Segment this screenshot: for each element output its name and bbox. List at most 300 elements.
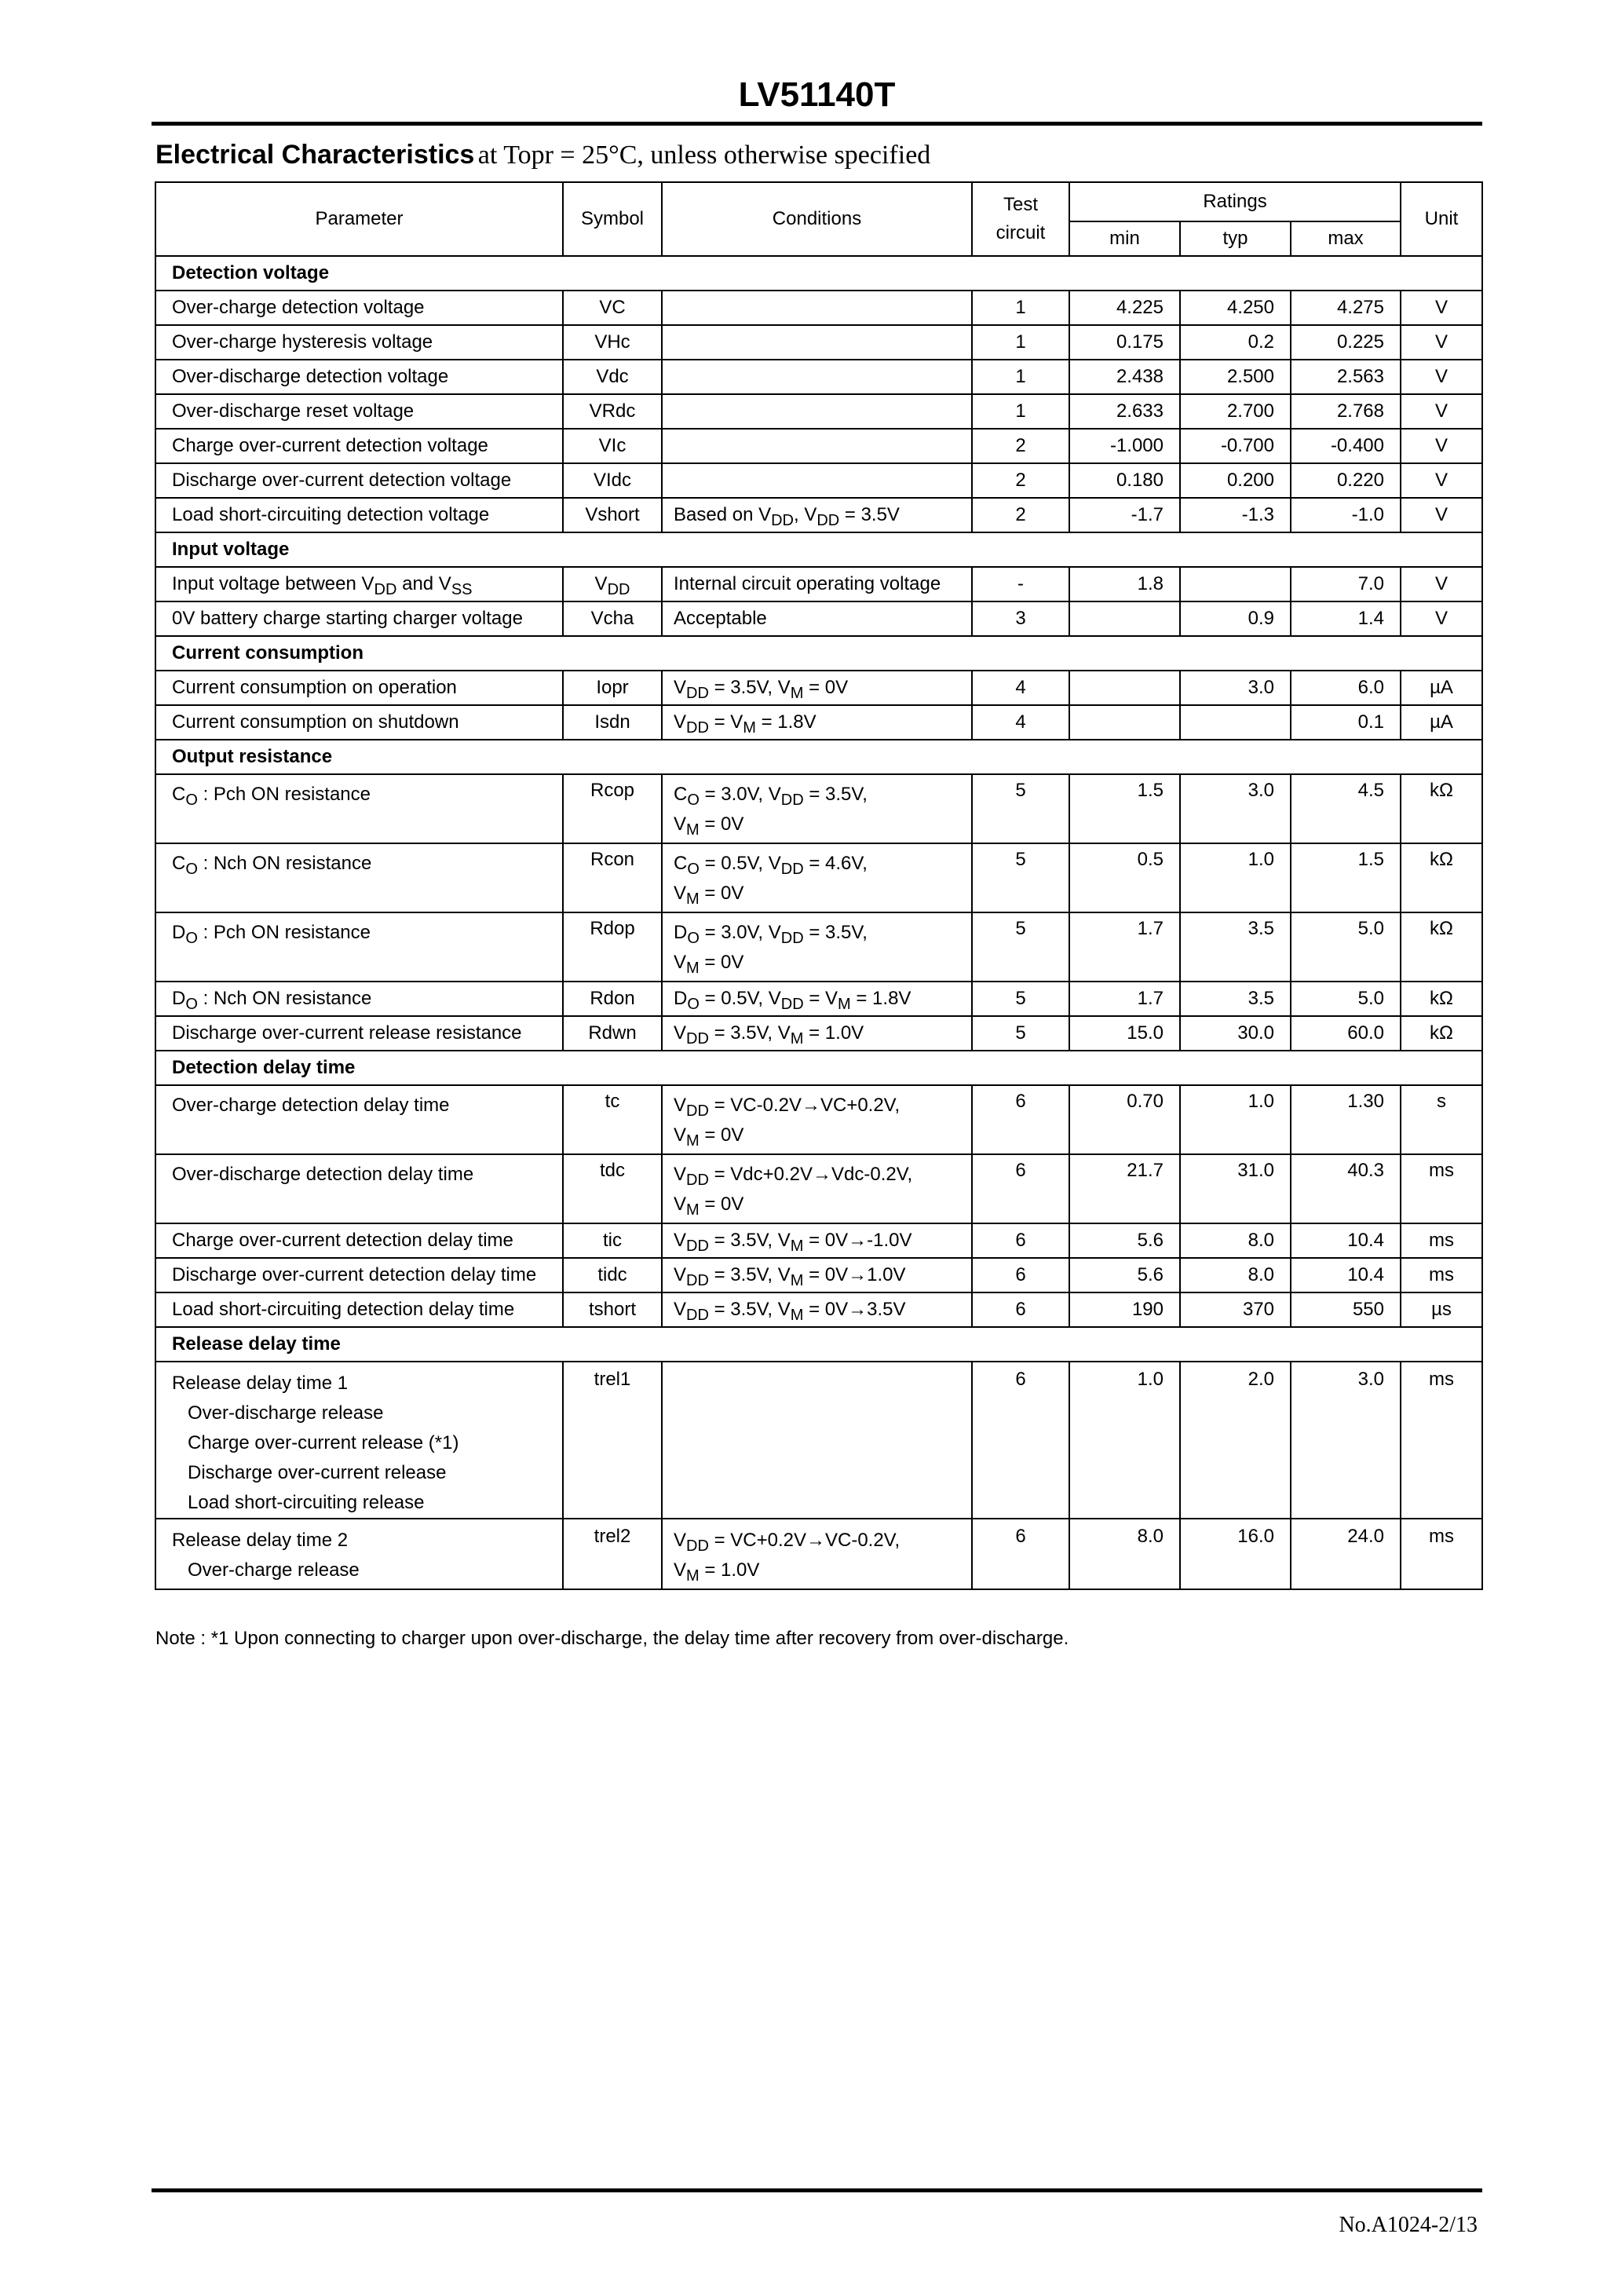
circuit-cell: 2 [972,498,1069,532]
cond-text: V [674,1264,687,1285]
cond-line [674,1526,960,1556]
cond-sub: M [790,1272,804,1289]
unit-cell: ms [1401,1362,1482,1519]
conditions-cell [662,705,972,740]
cond-sub: M [686,1567,700,1585]
circuit-cell: 6 [972,1258,1069,1292]
unit-cell: kΩ [1401,774,1482,843]
unit-cell: V [1401,360,1482,394]
circuit-cell: 5 [972,1016,1069,1051]
param-sub: SS [451,581,473,598]
group-current-consumption: Current consumption [155,636,1482,671]
cond-sub: DD [686,1307,709,1324]
cond-text: V [674,677,687,698]
cond-sub: M [686,1132,700,1150]
cond-sub: O [687,861,700,878]
conditions-cell [662,463,972,498]
cond-text: V [674,1124,687,1146]
conditions-cell [662,429,972,463]
header-ratings: Ratings [1069,182,1401,221]
param-cell: 0V battery charge starting charger voltage [155,601,563,636]
bottom-rule [152,2188,1482,2192]
param-text: and V [396,573,451,594]
cond-sub: DD [686,1238,709,1255]
typ-cell: 0.200 [1180,463,1291,498]
symbol-cell: Vcha [563,601,662,636]
cond-text: = VC+0.2V→VC-0.2V, [708,1530,901,1551]
param-sub: DD [374,581,397,598]
table-row [155,1258,1482,1292]
cond-line [674,1091,960,1121]
typ-cell: 3.0 [1180,671,1291,705]
table-row [155,498,1482,532]
param-sub: O [185,930,198,947]
typ-cell: 0.2 [1180,325,1291,360]
header-max: max [1291,221,1401,256]
min-cell: -1.7 [1069,498,1180,532]
group-detection-voltage: Detection voltage [155,256,1482,291]
cond-text: = 1.8V [850,988,911,1009]
min-cell [1069,601,1180,636]
typ-cell: -1.3 [1180,498,1291,532]
table-row [155,429,1482,463]
table-row [155,325,1482,360]
typ-cell: 3.5 [1180,912,1291,982]
group-output-resistance: Output resistance [155,740,1482,774]
param-cell: Charge over-current detection delay time [155,1223,563,1258]
unit-cell: kΩ [1401,982,1482,1016]
cond-sub: DD [686,1272,709,1289]
param-subitem: Load short-circuiting release [188,1492,425,1513]
conditions-cell [662,1154,972,1223]
cond-text: = 3.5V, [803,784,868,805]
conditions-cell [662,394,972,429]
unit-cell: V [1401,463,1482,498]
symbol-cell: tic [563,1223,662,1258]
symbol-cell: VC [563,291,662,325]
cond-sub: DD [686,1030,709,1047]
min-cell: 21.7 [1069,1154,1180,1223]
header-symbol: Symbol [563,182,662,256]
header-min: min [1069,221,1180,256]
cond-text: = 1.0V [803,1022,864,1044]
cond-line [674,1190,960,1219]
cond-text: = 0V [699,1194,744,1215]
unit-cell: µA [1401,671,1482,705]
cond-text: = 0.5V, V [699,853,781,874]
max-cell: 0.1 [1291,705,1401,740]
unit-cell: V [1401,567,1482,601]
cond-text: = 0.5V, V [699,988,781,1009]
unit-cell: ms [1401,1223,1482,1258]
symbol-cell: trel2 [563,1519,662,1589]
typ-cell: 4.250 [1180,291,1291,325]
param-cell: Over-discharge detection voltage [155,360,563,394]
cond-sub: DD [686,1537,709,1555]
cond-sub: M [686,821,700,839]
conditions-cell [662,1362,972,1519]
max-cell: 10.4 [1291,1258,1401,1292]
circuit-cell: 1 [972,394,1069,429]
cond-sub: DD [686,719,709,737]
cond-text: = 3.5V, V [708,1230,791,1251]
top-rule [152,122,1482,126]
unit-cell: V [1401,325,1482,360]
cond-text: V [674,1194,687,1215]
param-cell: Discharge over-current release resistance [155,1016,563,1051]
circuit-cell: 1 [972,360,1069,394]
circuit-cell: 4 [972,705,1069,740]
cond-text: = 0V [699,883,744,904]
typ-cell [1180,567,1291,601]
conditions-cell [662,1016,972,1051]
typ-cell: 2.700 [1180,394,1291,429]
symbol-cell [563,567,662,601]
cond-line [674,948,960,978]
cond-line [674,879,960,909]
min-cell: 2.633 [1069,394,1180,429]
unit-cell: V [1401,498,1482,532]
circuit-cell: 6 [972,1154,1069,1223]
cond-line [674,849,960,879]
param-cell [155,843,563,912]
conditions-cell [662,325,972,360]
cond-text: V [674,1095,687,1116]
max-cell: 1.5 [1291,843,1401,912]
min-cell: 5.6 [1069,1223,1180,1258]
table-row [155,705,1482,740]
section-heading [155,140,930,170]
cond-sub: DD [780,930,804,947]
cond-text: = 3.5V, V [708,677,791,698]
min-cell: 8.0 [1069,1519,1180,1589]
conditions-cell [662,360,972,394]
min-cell: 15.0 [1069,1016,1180,1051]
symbol-cell: Rcon [563,843,662,912]
param-cell: Load short-circuiting detection delay time [155,1292,563,1327]
table-row [155,360,1482,394]
typ-cell: 3.0 [1180,774,1291,843]
table-row [155,1154,1482,1223]
circuit-cell: 4 [972,671,1069,705]
unit-cell: µA [1401,705,1482,740]
cond-text: = 3.5V, V [708,1264,791,1285]
cond-text: V [674,883,687,904]
cond-sub: DD [780,996,804,1013]
max-cell: -0.400 [1291,429,1401,463]
cond-text: Based on V [674,504,772,525]
max-cell: 6.0 [1291,671,1401,705]
table-row [155,1223,1482,1258]
param-cell [155,1362,563,1519]
cond-text: V [674,1530,687,1551]
max-cell: 60.0 [1291,1016,1401,1051]
typ-cell: 3.5 [1180,982,1291,1016]
table-row [155,774,1482,843]
cond-sub: M [790,1238,804,1255]
typ-cell: 0.9 [1180,601,1291,636]
min-cell: 2.438 [1069,360,1180,394]
param-cell: Load short-circuiting detection voltage [155,498,563,532]
table-row [155,463,1482,498]
param-sub: O [185,792,198,809]
cond-text: = 1.8V [755,711,816,733]
cond-line [674,1160,960,1190]
typ-cell: 16.0 [1180,1519,1291,1589]
param-cell: Discharge over-current detection voltage [155,463,563,498]
max-cell: 24.0 [1291,1519,1401,1589]
typ-cell: 8.0 [1180,1258,1291,1292]
symbol-cell: tshort [563,1292,662,1327]
table-row [155,912,1482,982]
param-subitem: Over-charge release [188,1559,360,1581]
cond-text: C [674,853,688,874]
min-cell: 0.180 [1069,463,1180,498]
symbol-cell: Rdon [563,982,662,1016]
typ-cell [1180,705,1291,740]
footnote: Note : *1 Upon connecting to charger upon over-discharge, the delay time after recovery from over-discharge. [155,1628,1069,1649]
param-cell: Over-discharge reset voltage [155,394,563,429]
cond-text: = V [803,988,838,1009]
typ-cell: 31.0 [1180,1154,1291,1223]
circuit-cell: 1 [972,325,1069,360]
circuit-cell: 1 [972,291,1069,325]
cond-sub: M [838,996,851,1013]
symbol-sub: DD [607,581,630,598]
cond-sub: O [687,996,700,1013]
typ-cell: 2.0 [1180,1362,1291,1519]
table-row [155,1362,1482,1519]
param-cell [155,912,563,982]
param-cell: Discharge over-current detection delay time [155,1258,563,1292]
cond-text: = V [708,711,743,733]
header-parameter: Parameter [155,182,563,256]
circuit-cell: - [972,567,1069,601]
cond-line [674,780,960,810]
param-text: Input voltage between V [172,573,374,594]
circuit-cell: 6 [972,1223,1069,1258]
cond-sub: M [686,960,700,977]
cond-text: V [674,1559,687,1581]
max-cell: 0.220 [1291,463,1401,498]
circuit-cell: 6 [972,1362,1069,1519]
unit-cell: V [1401,429,1482,463]
table-row [155,601,1482,636]
param-text: : Pch ON resistance [197,922,371,943]
cond-text: = 3.5V, V [708,1022,791,1044]
conditions-cell [662,774,972,843]
cond-text: V [674,1164,687,1185]
cond-text: = Vdc+0.2V→Vdc-0.2V, [708,1164,913,1185]
param-cell [155,982,563,1016]
cond-sub: DD [771,512,794,529]
cond-sub: M [790,1307,804,1324]
param-cell: Over-discharge detection delay time [155,1154,563,1223]
unit-cell: ms [1401,1258,1482,1292]
cond-text: , V [793,504,817,525]
param-text: : Nch ON resistance [197,988,372,1009]
symbol-cell: VHc [563,325,662,360]
conditions-cell [662,291,972,325]
cond-line [674,1556,960,1585]
cond-text: V [674,813,687,835]
min-cell: 1.7 [1069,982,1180,1016]
table-row [155,1292,1482,1327]
symbol-cell: Vdc [563,360,662,394]
unit-cell: kΩ [1401,912,1482,982]
typ-cell: 1.0 [1180,843,1291,912]
min-cell: 1.7 [1069,912,1180,982]
symbol-cell: VIc [563,429,662,463]
unit-cell: kΩ [1401,843,1482,912]
cond-text: D [674,922,688,943]
typ-cell: 1.0 [1180,1085,1291,1154]
symbol-cell: tidc [563,1258,662,1292]
cond-text: V [674,1230,687,1251]
symbol-cell: Rdop [563,912,662,982]
param-sub: O [185,996,198,1013]
group-release-delay-time: Release delay time [155,1327,1482,1362]
symbol-cell: Isdn [563,705,662,740]
cond-text: = 3.0V, V [699,922,781,943]
min-cell: 5.6 [1069,1258,1180,1292]
param-text: : Pch ON resistance [197,784,371,805]
unit-cell: µs [1401,1292,1482,1327]
cond-text: = 0V→1.0V [803,1264,906,1285]
conditions-cell [662,912,972,982]
max-cell: 1.4 [1291,601,1401,636]
cond-text: D [674,988,688,1009]
symbol-cell: Rcop [563,774,662,843]
conditions-cell [662,1085,972,1154]
typ-cell: 30.0 [1180,1016,1291,1051]
symbol-cell: VRdc [563,394,662,429]
param-cell [155,1519,563,1589]
group-detection-delay-time: Detection delay time [155,1051,1482,1085]
conditions-cell: Acceptable [662,601,972,636]
cond-line [674,918,960,948]
cond-text: = 0V→-1.0V [803,1230,912,1251]
symbol-cell: tc [563,1085,662,1154]
circuit-cell: 5 [972,912,1069,982]
circuit-cell: 6 [972,1292,1069,1327]
cond-text: C [674,784,688,805]
unit-cell: V [1401,394,1482,429]
param-text: Release delay time 2 [172,1530,349,1551]
param-text: C [172,853,186,874]
circuit-cell: 5 [972,843,1069,912]
cond-text: = 3.0V, V [699,784,781,805]
header-typ: typ [1180,221,1291,256]
unit-cell: ms [1401,1519,1482,1589]
param-subitem: Discharge over-current release [188,1462,447,1483]
cond-sub: DD [686,1172,709,1189]
symbol-cell: VIdc [563,463,662,498]
symbol-text: V [594,573,608,594]
cond-sub: O [687,930,700,947]
cond-sub: DD [780,861,804,878]
max-cell: 1.30 [1291,1085,1401,1154]
table-row [155,394,1482,429]
section-heading-label: Electrical Characteristics [155,140,475,170]
symbol-cell: Iopr [563,671,662,705]
max-cell: 2.563 [1291,360,1401,394]
cond-text: = 0V [699,1124,744,1146]
conditions-cell [662,982,972,1016]
table-row [155,567,1482,601]
cond-sub: DD [780,792,804,809]
param-subitem: Charge over-current release (*1) [188,1432,459,1453]
param-cell: Over-charge detection delay time [155,1085,563,1154]
table-row [155,982,1482,1016]
conditions-cell [662,1258,972,1292]
param-cell: Over-charge hysteresis voltage [155,325,563,360]
conditions-cell [662,671,972,705]
conditions-cell [662,1519,972,1589]
unit-cell: s [1401,1085,1482,1154]
circuit-cell: 5 [972,982,1069,1016]
max-cell: 4.275 [1291,291,1401,325]
min-cell: 0.5 [1069,843,1180,912]
header-conditions: Conditions [662,182,972,256]
max-cell: 2.768 [1291,394,1401,429]
param-cell [155,567,563,601]
electrical-characteristics-table [155,181,1483,1590]
unit-cell: V [1401,291,1482,325]
min-cell: 4.225 [1069,291,1180,325]
symbol-cell: trel1 [563,1362,662,1519]
conditions-cell [662,1292,972,1327]
conditions-cell [662,1223,972,1258]
param-sub: O [185,861,198,878]
max-cell: 40.3 [1291,1154,1401,1223]
min-cell: 190 [1069,1292,1180,1327]
group-input-voltage: Input voltage [155,532,1482,567]
max-cell: 7.0 [1291,567,1401,601]
param-subitem: Over-discharge release [188,1402,384,1424]
cond-text: V [674,1299,687,1320]
symbol-cell: Rdwn [563,1016,662,1051]
cond-line [674,1121,960,1150]
typ-cell: 2.500 [1180,360,1291,394]
param-cell: Charge over-current detection voltage [155,429,563,463]
cond-text: = 0V [699,952,744,973]
table-row [155,291,1482,325]
param-cell: Over-charge detection voltage [155,291,563,325]
cond-text: = 0V→3.5V [803,1299,906,1320]
cond-sub: M [790,685,804,702]
header-test-circuit: Test circuit [972,182,1069,256]
cond-text: = 1.0V [699,1559,760,1581]
page-number: No.A1024-2/13 [1339,2213,1478,2237]
table-row [155,671,1482,705]
typ-cell: -0.700 [1180,429,1291,463]
unit-cell: kΩ [1401,1016,1482,1051]
cond-text: = 0V [803,677,849,698]
max-cell: -1.0 [1291,498,1401,532]
circuit-cell: 2 [972,463,1069,498]
cond-text: = 4.6V, [803,853,868,874]
cond-text: = 3.5V, [803,922,868,943]
cond-sub: DD [816,512,840,529]
table-row [155,1016,1482,1051]
typ-cell: 8.0 [1180,1223,1291,1258]
cond-line [674,810,960,839]
circuit-cell: 6 [972,1085,1069,1154]
cond-sub: DD [686,1102,709,1120]
conditions-cell: Internal circuit operating voltage [662,567,972,601]
table-row [155,843,1482,912]
